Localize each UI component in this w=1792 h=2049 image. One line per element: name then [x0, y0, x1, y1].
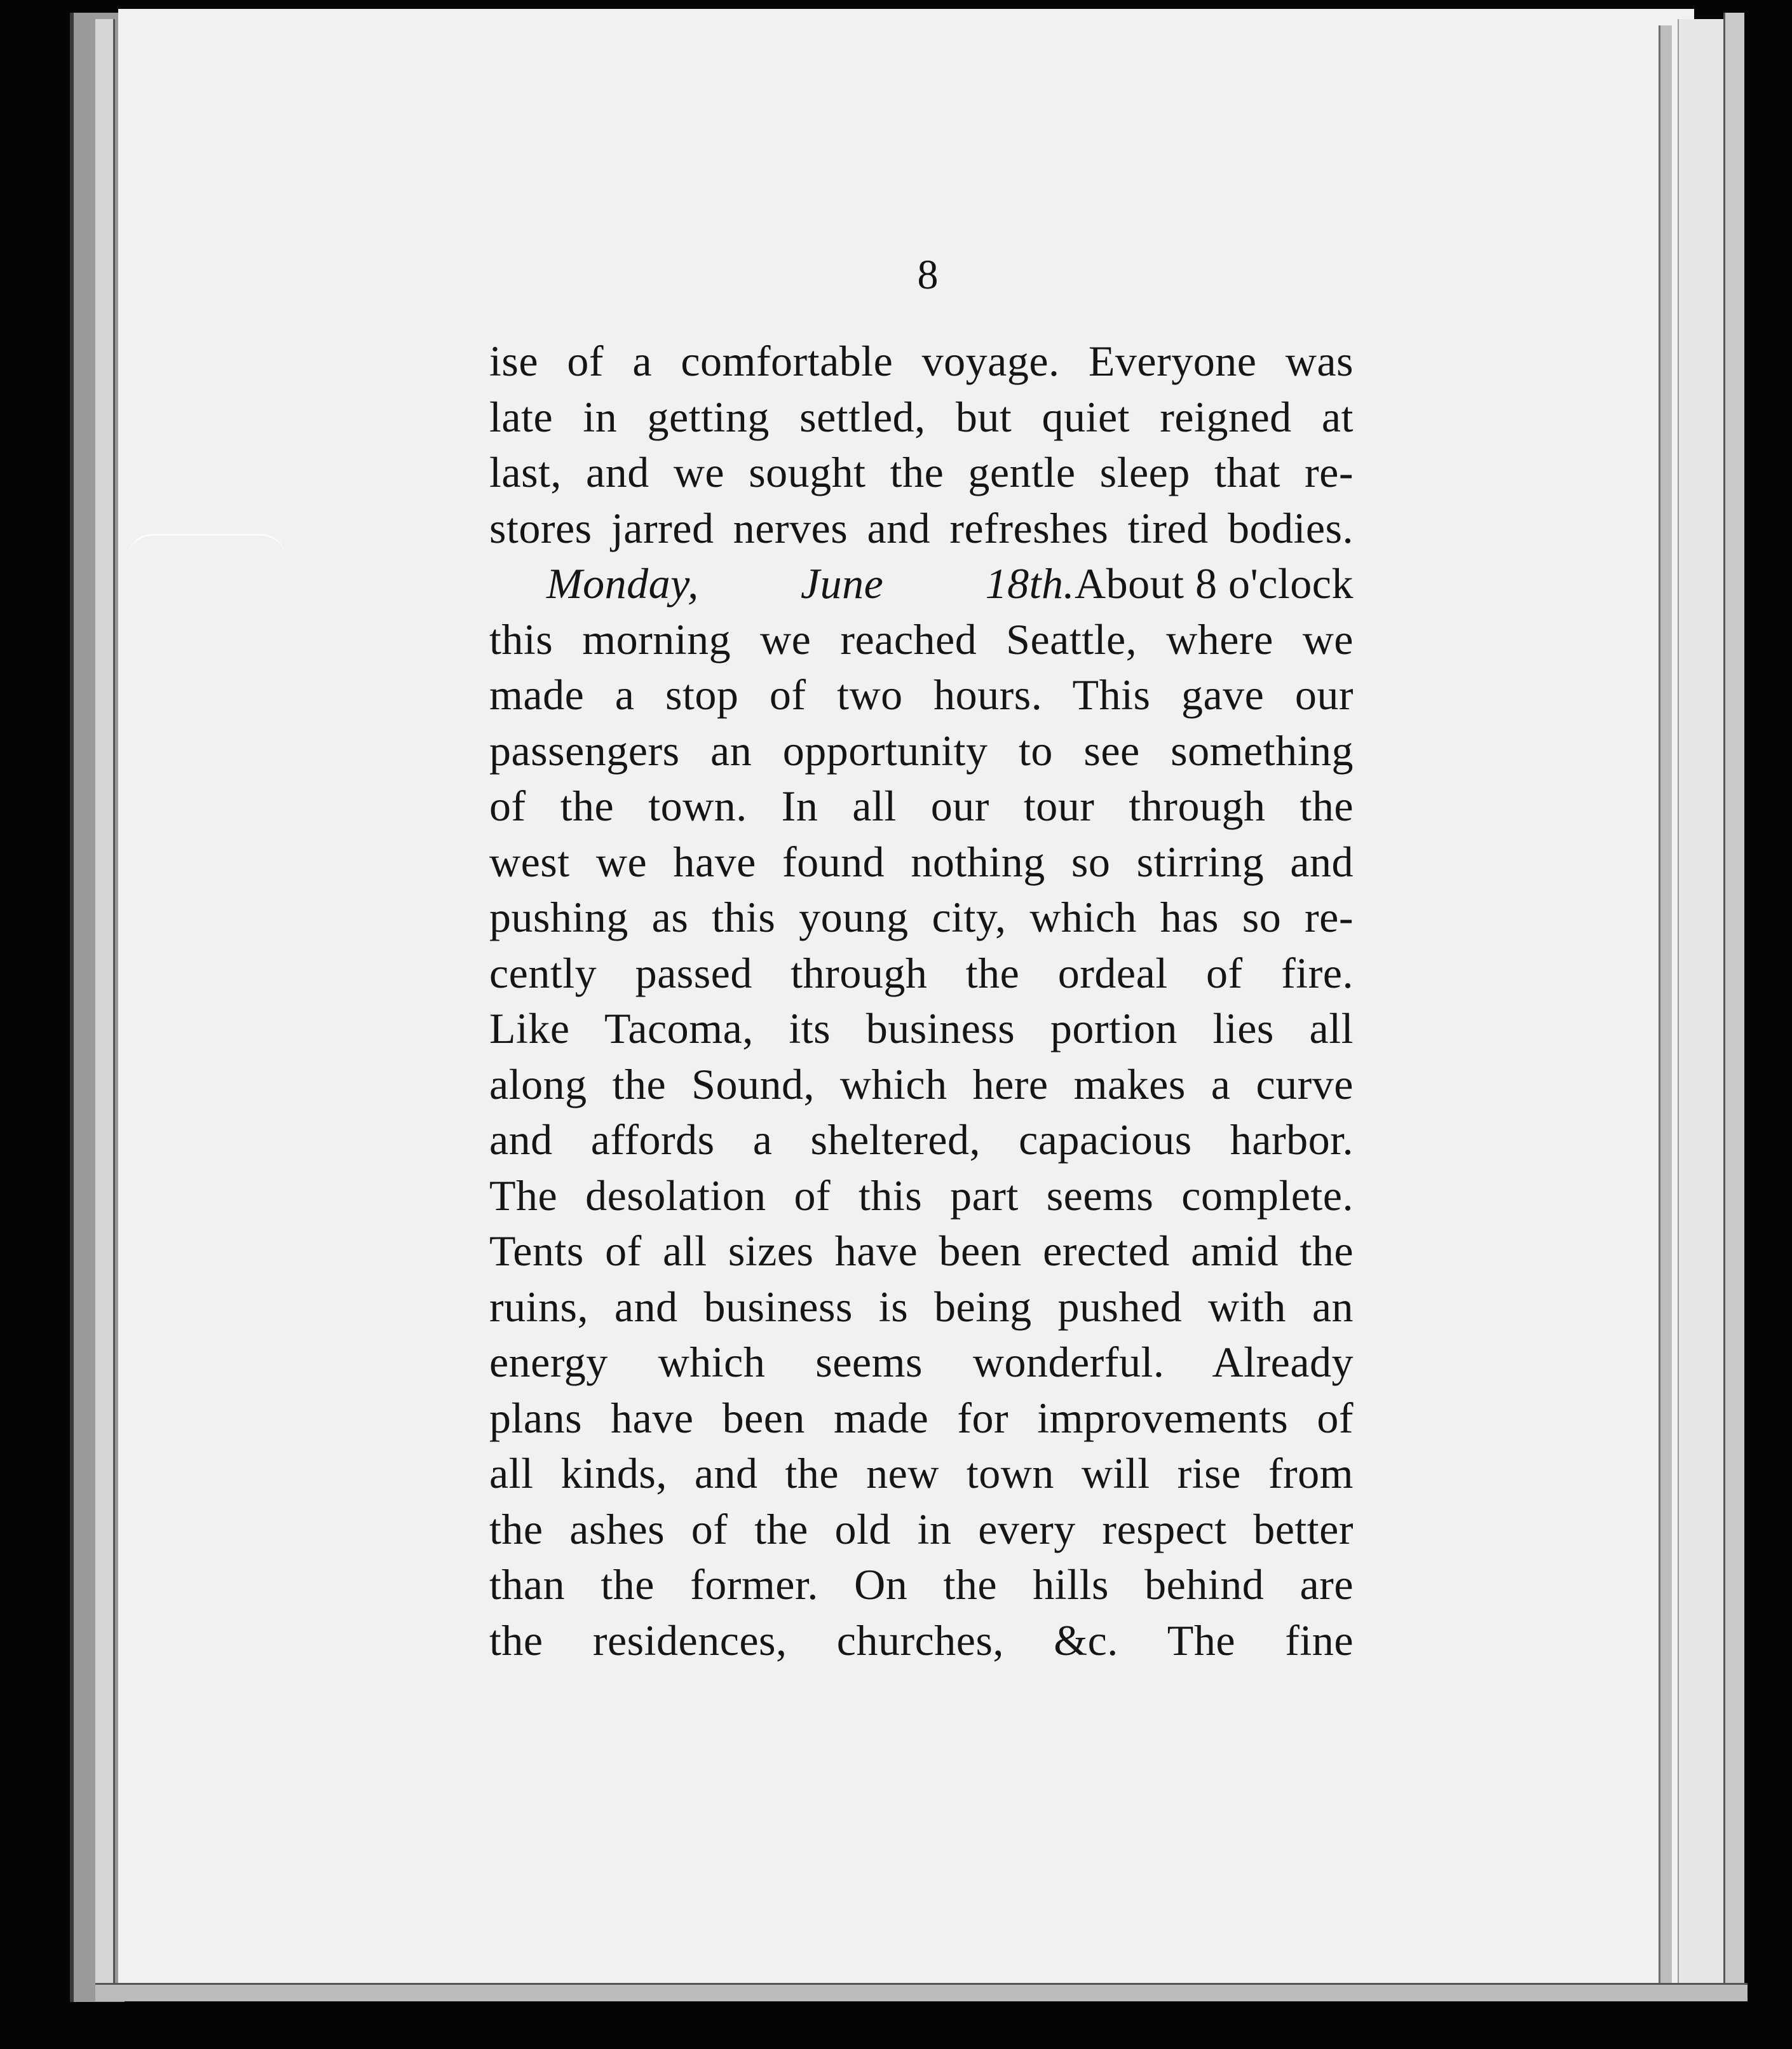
right-page-stack — [1678, 19, 1723, 1983]
page-number: 8 — [917, 252, 939, 298]
text-line-22: the ashes of the old in every respect better — [489, 1504, 1354, 1553]
entry-first-line-rest: About 8 o'clock — [1074, 559, 1354, 608]
text-line-12: cently passed through the ordeal of fire. — [489, 948, 1354, 997]
paper-mark — [127, 534, 286, 580]
text-line-11: pushing as this young city, which has so re- — [489, 893, 1354, 941]
text-line-10: west we have found nothing so stirring and — [489, 837, 1354, 886]
text-line-19: energy which seems wonderful. Already — [489, 1338, 1354, 1386]
text-line-2: late in getting settled, but quiet reigned at — [489, 392, 1354, 441]
entry-date: Monday, June 18th. — [546, 559, 1075, 608]
text-line-7: made a stop of two hours. This gave our — [489, 671, 1354, 719]
body-text — [489, 334, 1354, 1668]
text-line-24: the residences, churches, &c. The fine — [489, 1616, 1354, 1664]
text-line-4: stores jarred nerves and refreshes tired bodies. — [489, 503, 1354, 552]
right-cover-edge — [1723, 13, 1744, 1983]
right-page-edge — [1659, 25, 1672, 1983]
text-line-20: plans have been made for improvements of — [489, 1393, 1354, 1442]
text-line-9: of the town. In all our tour through the — [489, 782, 1354, 830]
text-line-15: and affords a sheltered, capacious harbor. — [489, 1115, 1354, 1164]
text-line-18: ruins, and business is being pushed with an — [489, 1282, 1354, 1331]
text-line-13: Like Tacoma, its business portion lies all — [489, 1004, 1354, 1052]
text-line-23: than the former. On the hills behind are — [489, 1560, 1354, 1609]
diary-entry-heading-line — [489, 556, 1354, 612]
bottom-page-edge — [95, 1983, 1748, 2001]
text-line-17: Tents of all sizes have been erected amid the — [489, 1227, 1354, 1275]
book-spine-inner-edge — [95, 19, 115, 1996]
text-line-3: last, and we sought the gentle sleep that re- — [489, 448, 1354, 496]
text-line-16: The desolation of this part seems complete. — [489, 1171, 1354, 1220]
text-line-14: along the Sound, which here makes a curve — [489, 1059, 1354, 1108]
text-line-1: ise of a comfortable voyage. Everyone was — [489, 337, 1354, 385]
text-line-21: all kinds, and the new town will rise from — [489, 1449, 1354, 1497]
text-line-8: passengers an opportunity to see something — [489, 726, 1354, 775]
text-line-6: this morning we reached Seattle, where we — [489, 615, 1354, 664]
